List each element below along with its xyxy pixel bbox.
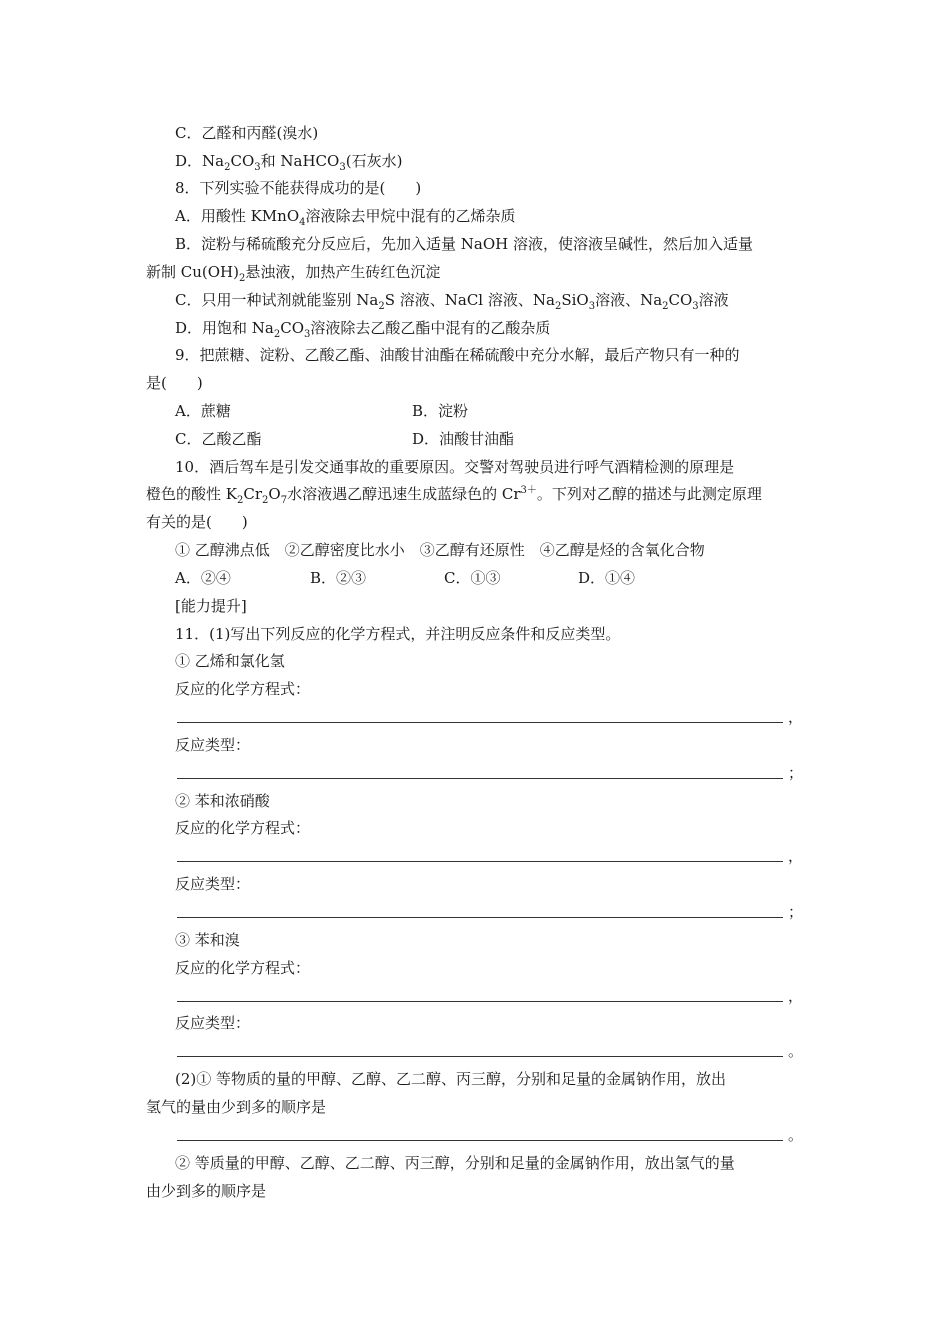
q11-reaction3-type-period: 。 xyxy=(788,1042,804,1060)
q11-reaction2-eq-blank[interactable] xyxy=(177,861,783,862)
q7-option-c: C．乙醛和丙醛(溴水) xyxy=(175,124,319,142)
q11-reaction1-type-semicolon: ； xyxy=(788,764,804,782)
q7-option-d: D．$Na_2CO_3$和 NaHCO$_3$(石灰水) xyxy=(175,152,403,173)
q11-reaction3-eq-comma: ， xyxy=(788,987,804,1005)
q11-reaction2-title: ② 苯和浓硝酸 xyxy=(175,792,270,810)
q10-stem-line3: 有关的是( ) xyxy=(146,513,248,531)
q9-options-row2 xyxy=(0,429,950,449)
q11-reaction3-type-label: 反应类型： xyxy=(175,1014,251,1032)
q10-options xyxy=(0,568,950,588)
q10-option-a: A．②④ xyxy=(175,569,231,587)
q8-stem: 8．下列实验不能获得成功的是( ) xyxy=(175,179,422,197)
q11-reaction3-title: ③ 苯和溴 xyxy=(175,931,240,949)
q9-option-b: B．淀粉 xyxy=(412,402,469,420)
q11-reaction2-eq-comma: ， xyxy=(788,847,804,865)
q11-reaction2-type-blank[interactable] xyxy=(177,917,783,918)
q11-reaction3-eq-label: 反应的化学方程式： xyxy=(175,959,311,977)
q8-option-b-line1: B．淀粉与稀硫酸充分反应后，先加入适量 NaOH 溶液，使溶液呈碱性，然后加入适量 xyxy=(175,235,754,253)
q11-reaction1-eq-label: 反应的化学方程式： xyxy=(175,680,311,698)
q11-part2-period: 。 xyxy=(788,1126,804,1144)
q10-stem-line1: 10．酒后驾车是引发交通事故的重要原因。交警对驾驶员进行呼气酒精检测的原理是 xyxy=(175,458,735,476)
q10-statements: ① 乙醇沸点低 ②乙醇密度比水小 ③乙醇有还原性 ④乙醇是烃的含氧化合物 xyxy=(175,541,705,559)
q10-stem-line2: 橙色的酸性 $K_2Cr_2O_7$水溶液遇乙醇迅速生成蓝绿色的 $Cr^{3+}$。下列对乙醇的描述与此测定原理 xyxy=(146,485,762,506)
q11-part2-blank[interactable] xyxy=(177,1140,783,1141)
q10-option-c: C．①③ xyxy=(444,569,501,587)
section-heading: [能力提升] xyxy=(175,597,247,615)
q8-option-c: C．只用一种试剂就能鉴别 $Na_2S$ 溶液、NaCl 溶液、$Na_2SiO_3$溶液、$Na_2CO_3$溶液 xyxy=(175,291,729,312)
q11-part2-line1: (2)① 等物质的量的甲醇、乙醇、乙二醇、丙三醇，分别和足量的金属钠作用，放出 xyxy=(175,1070,727,1088)
q11-reaction1-type-label: 反应类型： xyxy=(175,736,251,754)
q8-option-a: A．用酸性 KMnO$_4$溶液除去甲烷中混有的乙烯杂质 xyxy=(175,207,516,228)
q11-reaction1-type-blank[interactable] xyxy=(177,778,783,779)
q10-option-b: B．②③ xyxy=(310,569,367,587)
q11-reaction1-eq-blank[interactable] xyxy=(177,722,783,723)
q11-reaction3-eq-blank[interactable] xyxy=(177,1001,783,1002)
q10-option-d: D．①④ xyxy=(578,569,636,587)
q11-part1-stem: 11．(1)写出下列反应的化学方程式，并注明反应条件和反应类型。 xyxy=(175,625,621,643)
q9-option-a: A．蔗糖 xyxy=(175,402,231,420)
q11-reaction2-eq-label: 反应的化学方程式： xyxy=(175,819,311,837)
q11-part2-line2: 氢气的量由少到多的顺序是 xyxy=(146,1098,327,1116)
q11-part3-line1: ② 等质量的甲醇、乙醇、乙二醇、丙三醇，分别和足量的金属钠作用，放出氢气的量 xyxy=(175,1154,735,1172)
q9-stem-line2: 是( ) xyxy=(146,374,203,392)
q9-stem-line1: 9．把蔗糖、淀粉、乙酸乙酯、油酸甘油酯在稀硫酸中充分水解，最后产物只有一种的 xyxy=(175,346,740,364)
q11-part3-line2: 由少到多的顺序是 xyxy=(146,1182,267,1200)
q9-options-row1 xyxy=(0,401,950,421)
q11-reaction1-title: ① 乙烯和氯化氢 xyxy=(175,652,285,670)
q9-option-d: D．油酸甘油酯 xyxy=(412,430,515,448)
q11-reaction2-type-label: 反应类型： xyxy=(175,875,251,893)
q11-reaction3-type-blank[interactable] xyxy=(177,1056,783,1057)
q11-reaction1-eq-comma: ， xyxy=(788,708,804,726)
q11-reaction2-type-semicolon: ； xyxy=(788,903,804,921)
q8-option-b-line2: 新制 $Cu(OH)_2$悬浊液，加热产生砖红色沉淀 xyxy=(146,263,441,284)
q8-option-d: D．用饱和 $Na_2CO_3$溶液除去乙酸乙酯中混有的乙酸杂质 xyxy=(175,319,551,340)
q9-option-c: C．乙酸乙酯 xyxy=(175,430,262,448)
